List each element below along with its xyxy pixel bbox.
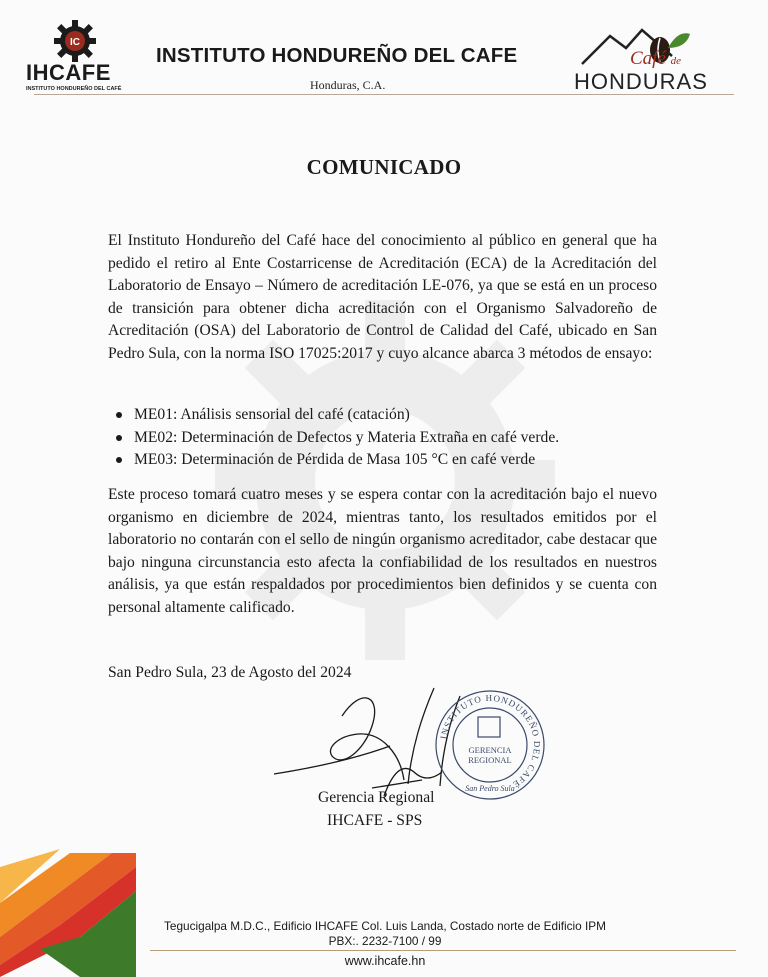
document-date: San Pedro Sula, 23 de Agosto del 2024	[108, 664, 352, 681]
footer-corner-decoration	[0, 845, 136, 977]
document-title: COMUNICADO	[306, 155, 462, 179]
footer-website-link[interactable]: www.ihcafe.hn	[344, 954, 426, 968]
list-item: ME03: Determinación de Pérdida de Masa 105 °C en café verde	[134, 449, 694, 472]
gear-logo-icon	[54, 20, 96, 62]
honduras-wordmark: HONDURAS	[574, 69, 708, 94]
ihcafe-logo	[22, 20, 132, 96]
ihcafe-wordmark-subtext: INSTITUTO HONDUREÑO DEL CAFÉ	[26, 86, 122, 92]
ihcafe-wordmark: IHCAFE	[26, 60, 111, 85]
signatory-office: IHCAFE - SPS	[327, 812, 423, 829]
gear-logo-text: IC	[70, 37, 80, 48]
header-subtitle: Honduras, C.A.	[310, 78, 386, 92]
paragraph-intro: El Instituto Hondureño del Café hace del conocimiento al público en general que ha pedido el retiro al Ente Costarricense de Acreditación (ECA) de la Acreditación del Laboratorio de Ensayo – Número de acreditación LE-076, ya que se está en un proceso de transición para obtener dicha acreditación con el Organismo Salvadoreño de Acreditación (OSA) del Laboratorio de Control de Calidad del Café, ubicado en San Pedro Sula, con la norma ISO 17025:2017 y cuyo alcance abarca 3 métodos de ensayo:	[108, 232, 657, 362]
methods-list	[108, 404, 694, 472]
official-seal-stamp	[432, 687, 548, 803]
svg-text:GERENCIA: GERENCIA	[468, 745, 512, 755]
cafe-script: Café de	[630, 48, 682, 69]
svg-text:REGIONAL: REGIONAL	[468, 755, 512, 765]
svg-text:INSTITUTO HONDUREÑO DEL CAFÉ: INSTITUTO HONDUREÑO DEL CAFÉ	[438, 692, 543, 791]
signatory-title: Gerencia Regional	[318, 789, 435, 806]
footer-phone: PBX:. 2232-7100 / 99	[328, 934, 442, 948]
header-title: INSTITUTO HONDUREÑO DEL CAFE	[156, 44, 518, 67]
list-item: ME02: Determinación de Defectos y Materia Extraña en café verde.	[134, 427, 694, 450]
svg-text:San Pedro Sula: San Pedro Sula	[465, 784, 515, 793]
footer-divider	[150, 950, 736, 951]
cafe-de-honduras-logo	[574, 26, 726, 92]
paragraph-process: Este proceso tomará cuatro meses y se espera contar con la acreditación bajo el nuevo organismo en diciembre de 2024, mientras tanto, los resultados emitidos por el laboratorio no contarán con el sello de ningún organismo acreditador, cabe destacar que bajo ninguna circunstancia esto afecta la confiabilidad de los resultados en nuestros análisis, ya que están respaldados por procedimientos bien definidos y se cuenta con personal altamente calificado.	[108, 486, 657, 616]
list-item: ME01: Análisis sensorial del café (catación)	[134, 404, 694, 427]
footer-address: Tegucigalpa M.D.C., Edificio IHCAFE Col. Luis Landa, Costado norte de Edificio IPM	[164, 919, 606, 933]
